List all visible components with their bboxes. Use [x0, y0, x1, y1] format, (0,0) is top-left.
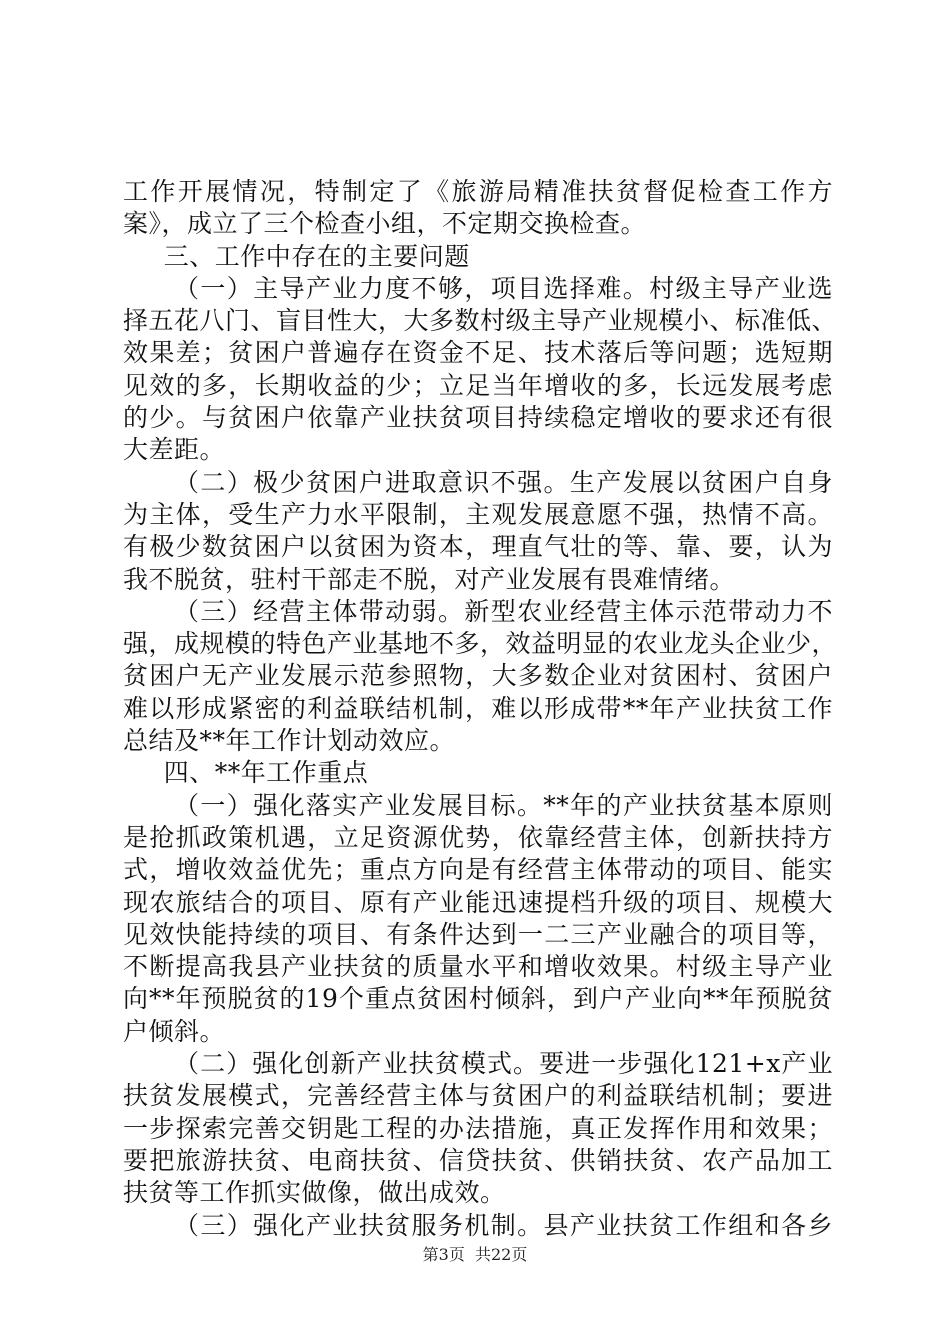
text-line: （一）强化落实产业发展目标。**年的产业扶贫基本原则 [174, 790, 833, 820]
text-line: 择五花八门、盲目性大，大多数村级主导产业规模小、标准低、 [123, 306, 838, 336]
text-line: （一）主导产业力度不够，项目选择难。村级主导产业选 [174, 273, 833, 303]
text-line: 为主体，受生产力水平限制，主观发展意愿不强，热情不高。 [123, 499, 833, 529]
text-line: 扶贫发展模式，完善经营主体与贫困户的利益联结机制；要进 [123, 1081, 833, 1111]
text-line: 总结及**年工作计划动效应。 [123, 726, 456, 756]
text-line: 贫困户无产业发展示范参照物，大多数企业对贫困村、贫困户 [123, 661, 833, 691]
text-line: 三、工作中存在的主要问题 [163, 241, 470, 271]
text-line: 工作开展情况，特制定了《旅游局精准扶贫督促检查工作方 [123, 177, 833, 206]
text-line: 不断提高我县产业扶贫的质量水平和增收效果。村级主导产业 [123, 952, 833, 982]
text-line: （三）强化产业扶贫服务机制。县产业扶贫工作组和各乡 [174, 1210, 833, 1240]
text-line: （二）强化创新产业扶贫模式。要进一步强化121+x产业 [174, 1049, 833, 1079]
text-line: 现农旅结合的项目、原有产业能迅速提档升级的项目、规模大 [123, 887, 833, 917]
page-number: 第3页 共22页 [422, 1245, 528, 1264]
body-text [123, 176, 838, 1242]
text-line: 是抢抓政策机遇，立足资源优势，依靠经营主体，创新扶持方 [123, 822, 833, 852]
text-line: 四、**年工作重点 [163, 758, 369, 788]
text-line: 案》，成立了三个检查小组，不定期交换检查。 [123, 209, 647, 239]
text-line: 见效快能持续的项目、有条件达到一二三产业融合的项目等， [123, 919, 833, 949]
text-line: 见效的多，长期收益的少；立足当年增收的多，长远发展考虑 [123, 370, 833, 400]
text-line: 我不脱贫，驻村干部走不脱，对产业发展有畏难情绪。 [123, 564, 736, 594]
text-line: 效果差；贫困户普遍存在资金不足、技术落后等问题；选短期 [123, 338, 833, 368]
text-line: （三）经营主体带动弱。新型农业经营主体示范带动力不 [174, 596, 833, 626]
text-line: （二）极少贫困户进取意识不强。生产发展以贫困户自身 [174, 467, 833, 497]
text-line: 要把旅游扶贫、电商扶贫、信贷扶贫、供销扶贫、农产品加工 [123, 1145, 833, 1175]
text-line: 的少。与贫困户依靠产业扶贫项目持续稳定增收的要求还有很 [123, 403, 833, 433]
text-line: 户倾斜。 [123, 1016, 226, 1046]
text-line: 难以形成紧密的利益联结机制，难以形成带**年产业扶贫工作 [123, 693, 833, 723]
text-line: 大差距。 [123, 435, 226, 465]
text-line: 一步探索完善交钥匙工程的办法措施，真正发挥作用和效果； [123, 1113, 833, 1143]
page-footer [0, 1245, 950, 1265]
text-line: 强，成规模的特色产业基地不多，效益明显的农业龙头企业少， [123, 629, 838, 659]
text-line: 式，增收效益优先；重点方向是有经营主体带动的项目、能实 [123, 855, 833, 885]
text-line: 有极少数贫困户以贫困为资本，理直气壮的等、靠、要，认为 [123, 532, 833, 562]
text-line: 扶贫等工作抓实做像，做出成效。 [123, 1178, 506, 1208]
text-line: 向**年预脱贫的19个重点贫困村倾斜，到户产业向**年预脱贫 [123, 984, 833, 1014]
